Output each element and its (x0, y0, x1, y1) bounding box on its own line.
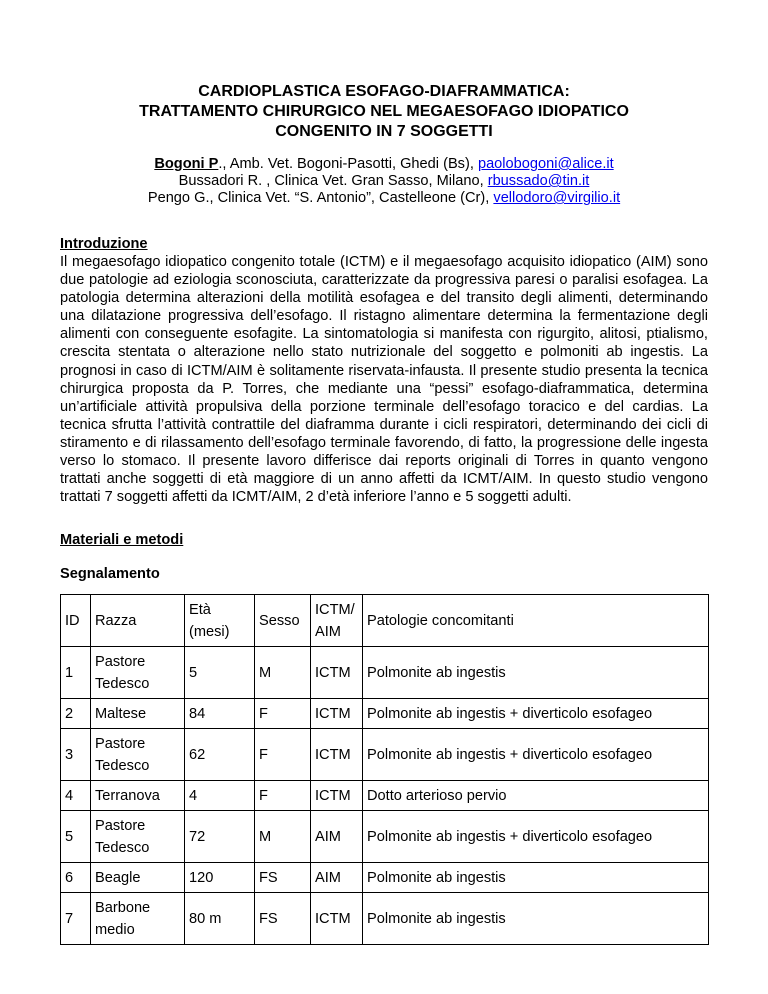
intro-paragraph: Il megaesofago idiopatico congenito totale (ICTM) e il megaesofago acquisito idiopatico (AIM) sono due patologie ad eziologia sconosciuta, caratterizzate da progressiva paresi o paralisi esofagea. La patologia determina alterazioni della motilità esofagea e del transito degli alimenti, determinando una dilatazione progressiva dell’esofago. Il ristagno alimentare determina la fermentazione degli alimenti con conseguente esofagite. La sintomatologia si manifesta con rigurgito, alitosi, ptialismo, crescita stentata o alterazione nello stato nutrizionale del soggetto e polmoniti ab ingestis. La prognosi in caso di ICTM/AIM è solitamente riservata-infausta. Il presente studio presenta la tecnica chirurgica proposta da P. Torres, che mediante una “pessi” esofago-diaframmatica, determina un’artificiale attività propulsiva della porzione terminale dell’esofago toracico e del cardias. La tecnica sfrutta l’attività contrattile del diaframma durante i cicli respiratori, determinando dei cicli di stiramento e di rilassamento dell’esofago terminale favorendo, di fatto, la progressione delle ingesta verso lo stomaco. Il presente lavoro differisce dai reports originali di Torres in quanto vengono trattati anche soggetti di età maggiore di un anno affetti da ICMT/AIM. In questo studio vengono trattati 7 soggetti affetti da ICMT/AIM, 2 d’età inferiore l’anno e 5 soggetti adulti. (60, 254, 708, 506)
table-cell: 3 (61, 729, 91, 781)
table-cell: Polmonite ab ingestis + diverticolo esofageo (363, 699, 709, 729)
table-cell: Pastore Tedesco (91, 811, 185, 863)
author-email-link[interactable]: rbussado@tin.it (487, 173, 590, 189)
author-name: Bogoni P (154, 156, 219, 172)
table-row (61, 699, 709, 729)
title-line-3: CONGENITO IN 7 SOGGETTI (275, 123, 493, 140)
title-line-2: TRATTAMENTO CHIRURGICO NEL MEGAESOFAGO IDIOPATICO (139, 103, 629, 120)
table-cell: 6 (61, 863, 91, 893)
table-header-cell: Patologie concomitanti (363, 595, 709, 647)
table-cell: 7 (61, 893, 91, 945)
table-row (61, 647, 709, 699)
table-cell: ICTM (311, 729, 363, 781)
table-cell: Polmonite ab ingestis (363, 863, 709, 893)
table-cell: 84 (185, 699, 255, 729)
table-cell: 4 (61, 781, 91, 811)
table-cell: 72 (185, 811, 255, 863)
table-cell: 80 m (185, 893, 255, 945)
table-cell: ICTM (311, 893, 363, 945)
table-cell: AIM (311, 863, 363, 893)
table-cell: 2 (61, 699, 91, 729)
author-email-link[interactable]: vellodoro@virgilio.it (493, 190, 621, 206)
table-cell: M (255, 647, 311, 699)
author-list (60, 156, 708, 207)
table-cell: ICTM (311, 699, 363, 729)
table-cell: Polmonite ab ingestis (363, 893, 709, 945)
table-cell: Maltese (91, 699, 185, 729)
table-header-row (61, 595, 709, 647)
author-affiliation: Bussadori R. , Clinica Vet. Gran Sasso, Milano, (178, 173, 488, 189)
intro-section (60, 236, 708, 506)
paper-title (60, 82, 708, 142)
table-header-cell: Età (mesi) (185, 595, 255, 647)
signalment-table-body (61, 595, 709, 945)
table-cell: F (255, 781, 311, 811)
table-cell: Polmonite ab ingestis (363, 647, 709, 699)
table-cell: ICTM (311, 647, 363, 699)
author-line (60, 190, 708, 207)
author-line (60, 156, 708, 173)
table-cell: Barbone medio (91, 893, 185, 945)
author-email-link[interactable]: paolobogoni@alice.it (477, 156, 614, 172)
table-header-cell: ID (61, 595, 91, 647)
table-cell: 62 (185, 729, 255, 781)
table-row (61, 893, 709, 945)
table-cell: 4 (185, 781, 255, 811)
intro-heading: Introduzione (60, 236, 148, 252)
methods-section (60, 532, 708, 549)
table-cell: FS (255, 863, 311, 893)
author-affiliation: ., Amb. Vet. Bogoni-Pasotti, Ghedi (Bs), (218, 156, 478, 172)
table-row (61, 811, 709, 863)
table-cell: Pastore Tedesco (91, 729, 185, 781)
table-cell: 5 (185, 647, 255, 699)
table-row (61, 863, 709, 893)
signalment-heading: Segnalamento (60, 566, 160, 582)
title-line-1: CARDIOPLASTICA ESOFAGO-DIAFRAMMATICA: (198, 83, 570, 100)
table-cell: Polmonite ab ingestis + diverticolo esofageo (363, 729, 709, 781)
author-line (60, 173, 708, 190)
table-cell: M (255, 811, 311, 863)
table-cell: Pastore Tedesco (91, 647, 185, 699)
table-cell: FS (255, 893, 311, 945)
table-cell: ICTM (311, 781, 363, 811)
table-cell: F (255, 699, 311, 729)
signalment-table (60, 594, 709, 945)
author-affiliation: Pengo G., Clinica Vet. “S. Antonio”, Castelleone (Cr), (147, 190, 494, 206)
table-header-cell: Razza (91, 595, 185, 647)
table-row (61, 781, 709, 811)
table-cell: 1 (61, 647, 91, 699)
table-cell: 5 (61, 811, 91, 863)
table-cell: Beagle (91, 863, 185, 893)
table-header-cell: ICTM/ AIM (311, 595, 363, 647)
methods-heading: Materiali e metodi (60, 532, 184, 548)
table-cell: AIM (311, 811, 363, 863)
table-row (61, 729, 709, 781)
table-cell: Polmonite ab ingestis + diverticolo esofageo (363, 811, 709, 863)
table-cell: Terranova (91, 781, 185, 811)
table-header-cell: Sesso (255, 595, 311, 647)
table-cell: F (255, 729, 311, 781)
table-cell: 120 (185, 863, 255, 893)
table-cell: Dotto arterioso pervio (363, 781, 709, 811)
